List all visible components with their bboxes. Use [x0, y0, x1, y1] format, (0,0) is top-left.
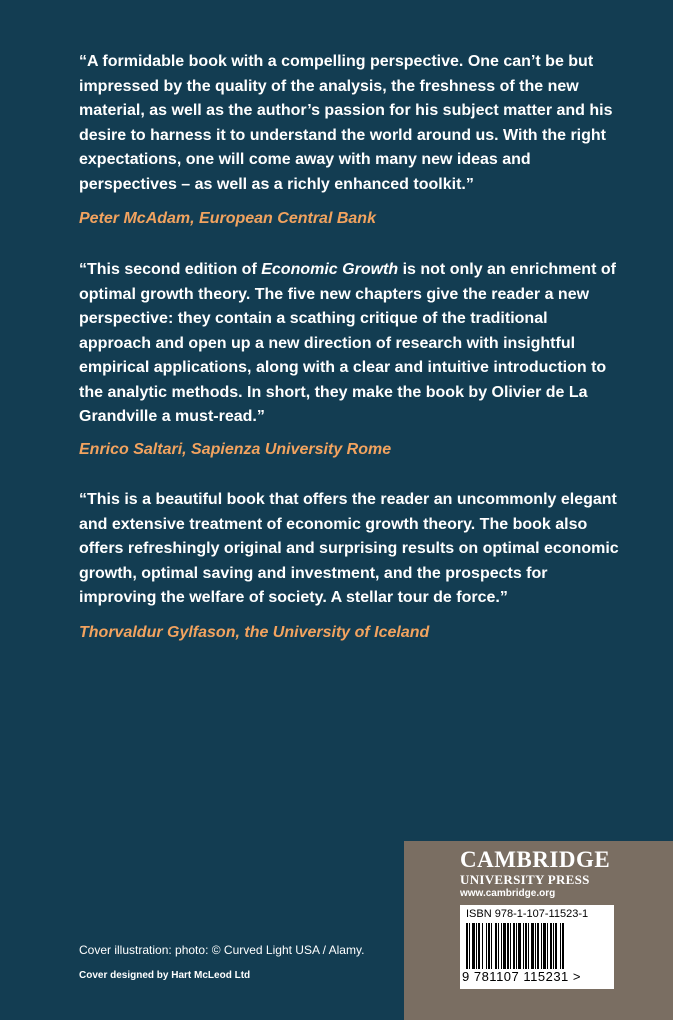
publisher-subtitle: UNIVERSITY PRESS: [460, 872, 590, 887]
quote-2-text-before: “This second edition of: [79, 261, 262, 278]
quote-2-text-after: is not only an enrichment of optimal growth theory. The five new chapters give the reader a new perspective: they contain a scathing critique of the traditional approach and open up a new direction of research with insightful empirical applications, along with a clear and intuitive introduction to the analytic methods. In short, they make the book by Olivier de La Grandville a must-read.”: [79, 261, 616, 425]
cover-design-credit: Cover designed by Hart McLeod Ltd: [79, 970, 251, 981]
endorsement-quote-2: [79, 258, 619, 430]
barcode-box: [460, 905, 614, 989]
endorsement-attribution-1: Peter McAdam, European Central Bank: [79, 210, 376, 227]
publisher-name: CAMBRIDGE: [460, 847, 611, 872]
endorsement-quote-3: “This is a beautiful book that offers the reader an uncommonly elegant and extensive treatment of economic growth theory. The book also offers refreshingly original and surprising results on optimal economic growth, optimal saving and investment, and the prospects for improving the welfare of society. A stellar tour de force.”: [79, 491, 619, 606]
endorsement-quote-1: “A formidable book with a compelling perspective. One can’t be but impressed by the quality of the analysis, the freshness of the new material, as well as the author’s passion for his subject matter and his desire to harness it to understand the world around us. With the right expectations, one will come away with many new ideas and perspectives – as well as a richly enhanced toolkit.”: [79, 53, 613, 193]
publisher-panel: [404, 841, 673, 1020]
isbn-label: ISBN 978-1-107-11523-1: [466, 908, 589, 920]
barcode-icon: [466, 923, 608, 969]
endorsement-attribution-2: Enrico Saltari, Sapienza University Rome: [79, 441, 392, 458]
publisher-url: www.cambridge.org: [460, 888, 556, 899]
barcode-number: 9 781107 115231 >: [462, 969, 581, 984]
book-title-italic: Economic Growth: [261, 261, 399, 278]
cover-illustration-credit: Cover illustration: photo: © Curved Light USA / Alamy.: [79, 943, 365, 957]
endorsement-attribution-3: Thorvaldur Gylfason, the University of Iceland: [79, 624, 430, 641]
